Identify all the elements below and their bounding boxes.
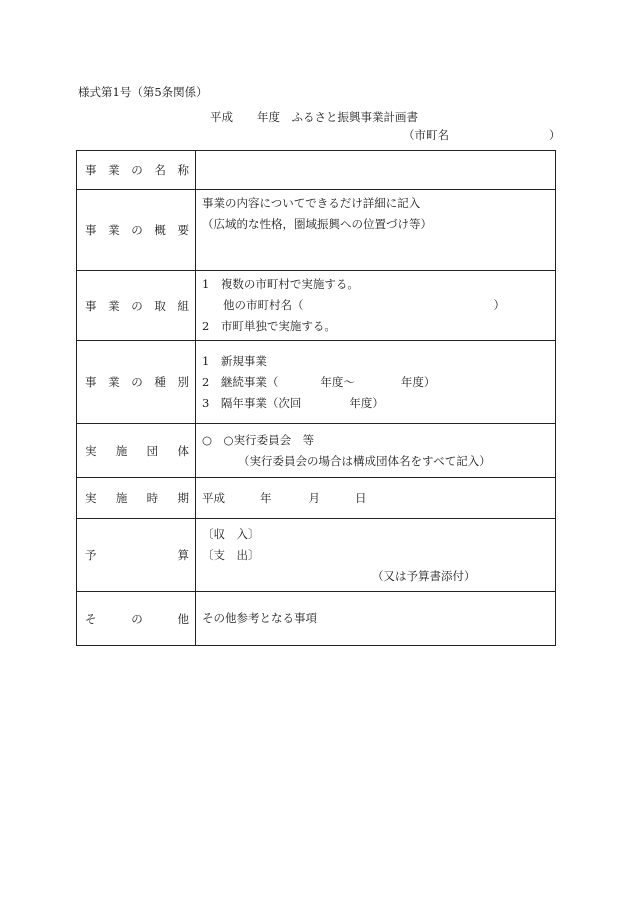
overview-note: （広域的な性格，圏域振興への位置づけ等）: [202, 217, 432, 231]
period-day: 日: [355, 490, 367, 505]
label-budget: [77, 519, 196, 592]
organization-example: ○ ○実行委員会 等: [202, 432, 315, 447]
municipality-name-field[interactable]: [403, 127, 561, 143]
label-organization: [77, 424, 196, 478]
continuing-to: 年度）: [400, 374, 436, 389]
row-type: [77, 341, 556, 424]
label-char: 別: [177, 375, 189, 389]
label-char: 団: [146, 443, 159, 458]
row-approach: [77, 271, 556, 341]
label-char: の: [131, 223, 143, 237]
row-overview: [77, 190, 556, 271]
label-char: 業: [108, 223, 120, 237]
title-era: 平成: [210, 110, 233, 124]
label-char: 時: [146, 491, 159, 505]
type-field[interactable]: [196, 341, 556, 424]
label-char: 事: [85, 375, 97, 389]
label-period: [77, 478, 196, 519]
label-char: 業: [108, 375, 120, 389]
label-char: 実: [85, 443, 97, 458]
label-approach: [77, 271, 196, 341]
period-field[interactable]: [196, 478, 556, 519]
continuing-from: 年度～: [320, 374, 355, 389]
label-char: 実: [85, 491, 97, 505]
label-type: [77, 341, 196, 424]
other-municipalities-field[interactable]: [202, 295, 555, 316]
label-char: の: [131, 375, 143, 389]
label-char: 業: [108, 163, 120, 177]
organization-note: （実行委員会の場合は構成団体名をすべて記入）: [238, 453, 491, 468]
other-note: その他参考となる事項: [202, 611, 317, 625]
label-char: 事: [85, 223, 97, 237]
label-char: 算: [177, 548, 189, 562]
row-period: [77, 478, 556, 519]
budget-note: （又は予算書添付）: [372, 568, 476, 583]
row-budget: [77, 519, 556, 592]
overview-instruction: 事業の内容についてできるだけ詳細に記入: [202, 196, 421, 210]
budget-field[interactable]: [196, 519, 556, 592]
label-char: 事: [85, 298, 97, 313]
period-era: 平成: [202, 490, 225, 505]
plan-table: [76, 150, 556, 646]
approach-field[interactable]: [196, 271, 556, 341]
label-overview: [77, 190, 196, 271]
label-char: 施: [115, 491, 128, 505]
overview-field[interactable]: [196, 190, 556, 271]
label-char: 名: [154, 163, 166, 177]
label-char: 事: [85, 163, 97, 177]
document-title: [210, 109, 418, 125]
approach-option-single[interactable]: 2 市町単独で実施する。: [202, 319, 336, 333]
type-option-alternate[interactable]: [202, 393, 555, 414]
label-other: [77, 592, 196, 646]
label-char: 種: [154, 375, 166, 389]
type-option-continuing[interactable]: [202, 372, 555, 393]
title-main: 年度 ふるさと振興事業計画書: [257, 110, 418, 124]
label-char: 施: [115, 443, 128, 458]
alternate-year: 年度）: [349, 395, 384, 410]
approach-option-multi[interactable]: 1 複数の市町村で実施する。: [202, 277, 359, 291]
project-name-field[interactable]: [196, 151, 556, 190]
row-project-name: [77, 151, 556, 190]
budget-income: 〔収 入〕: [202, 526, 260, 541]
label-char: 称: [177, 163, 189, 177]
label-char: 業: [108, 298, 120, 313]
other-field[interactable]: [196, 592, 556, 646]
row-organization: [77, 424, 556, 478]
other-municipalities-label: 他の市町村名（: [223, 298, 304, 312]
label-char: 取: [154, 298, 166, 313]
label-char: 要: [177, 223, 189, 237]
organization-field[interactable]: [196, 424, 556, 478]
label-char: そ: [85, 611, 97, 626]
other-municipalities-close: ）: [493, 298, 505, 312]
type-option-new[interactable]: 1 新規事業: [202, 353, 267, 368]
municipality-label: （市町名: [403, 128, 449, 142]
alternate-label: 3 隔年事業（次回: [202, 395, 302, 410]
label-char: 予: [85, 548, 97, 562]
label-char: 体: [177, 443, 189, 458]
label-char: 期: [177, 491, 189, 505]
form-number: 様式第1号（第5条関係）: [78, 85, 208, 99]
budget-expense: 〔支 出〕: [202, 547, 260, 562]
period-month: 月: [308, 490, 320, 505]
label-char: の: [131, 611, 143, 626]
row-other: [77, 592, 556, 646]
municipality-close: ）: [549, 128, 561, 142]
continuing-label: 2 継続事業（: [202, 374, 279, 389]
label-char: 組: [177, 298, 189, 313]
label-char: の: [131, 298, 143, 313]
label-char: 概: [154, 223, 166, 237]
label-project-name: [77, 151, 196, 190]
period-year: 年: [260, 490, 272, 505]
label-char: の: [131, 163, 143, 177]
label-char: 他: [177, 611, 189, 626]
